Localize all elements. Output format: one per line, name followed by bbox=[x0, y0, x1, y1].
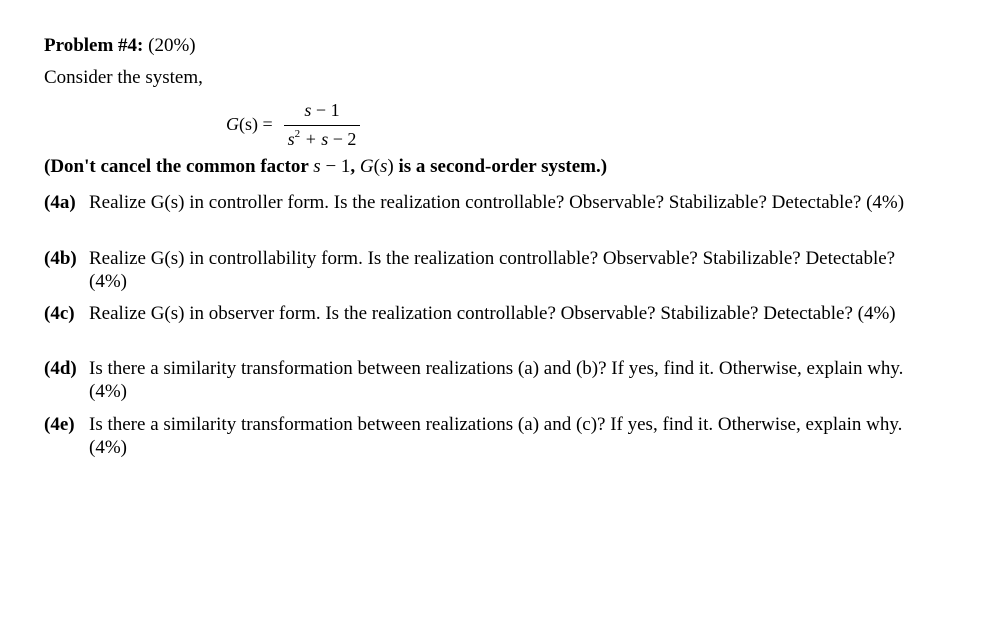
numerator-rest: − 1 bbox=[311, 100, 340, 120]
equation-lhs-func: G bbox=[226, 114, 239, 134]
note-math-g: G bbox=[359, 156, 374, 177]
denominator-variable: s bbox=[287, 129, 295, 149]
problem-intro: Consider the system, bbox=[44, 67, 203, 88]
note-math-open-paren: ( bbox=[373, 156, 380, 177]
subproblem-text: Realize G(s) in controller form. Is the realization controllable? Observable? Stabilizable? Detectable? (4%) bbox=[89, 192, 905, 213]
note-comma: , bbox=[350, 156, 360, 177]
note-line bbox=[44, 156, 607, 178]
denominator-exponent: 2 bbox=[294, 128, 301, 140]
subproblem-label: (4e) bbox=[44, 414, 75, 435]
equation-lhs-arg: (s) = bbox=[239, 114, 273, 134]
subproblem-4c bbox=[44, 302, 924, 325]
equation-numerator bbox=[284, 100, 360, 121]
problem-title: Problem #4: bbox=[44, 35, 144, 56]
note-math-arg: s bbox=[379, 156, 388, 177]
note-math-s: s bbox=[313, 156, 321, 177]
subproblem-label: (4c) bbox=[44, 303, 75, 324]
note-text-end: is a second-order system.) bbox=[393, 156, 608, 177]
subproblem-label: (4b) bbox=[44, 248, 77, 269]
denominator-linear-term: + s bbox=[300, 129, 329, 149]
equation-denominator bbox=[284, 129, 360, 150]
equation-lhs bbox=[226, 114, 273, 135]
note-math-close-paren: ) bbox=[387, 156, 394, 177]
subproblem-4d bbox=[44, 357, 924, 403]
note-math-minus-one: − 1 bbox=[320, 156, 351, 177]
subproblem-4e bbox=[44, 413, 924, 459]
problem-weight: (20%) bbox=[148, 35, 196, 56]
subproblem-4b bbox=[44, 247, 924, 293]
problem-heading bbox=[44, 35, 196, 57]
denominator-constant: − 2 bbox=[328, 129, 357, 149]
subproblem-text: Realize G(s) in controllability form. Is the realization controllable? Observable? Stabilizable? Detectable? (4%) bbox=[89, 248, 896, 292]
numerator-variable: s bbox=[304, 100, 312, 120]
note-text-start: (Don't cancel the common factor bbox=[44, 156, 314, 177]
subproblem-label: (4d) bbox=[44, 358, 77, 379]
transfer-function-equation bbox=[226, 98, 426, 154]
subproblem-label: (4a) bbox=[44, 192, 76, 213]
subproblem-text: Is there a similarity transformation between realizations (a) and (c)? If yes, find it. Otherwise, explain why. (4%) bbox=[89, 414, 903, 458]
subproblem-4a bbox=[44, 191, 924, 214]
fraction-bar bbox=[284, 125, 360, 126]
subproblem-text: Realize G(s) in observer form. Is the realization controllable? Observable? Stabilizable? Detectable? (4%) bbox=[89, 303, 896, 324]
equation-fraction bbox=[284, 98, 360, 154]
subproblem-text: Is there a similarity transformation between realizations (a) and (b)? If yes, find it. Otherwise, explain why. (4%) bbox=[89, 358, 904, 402]
